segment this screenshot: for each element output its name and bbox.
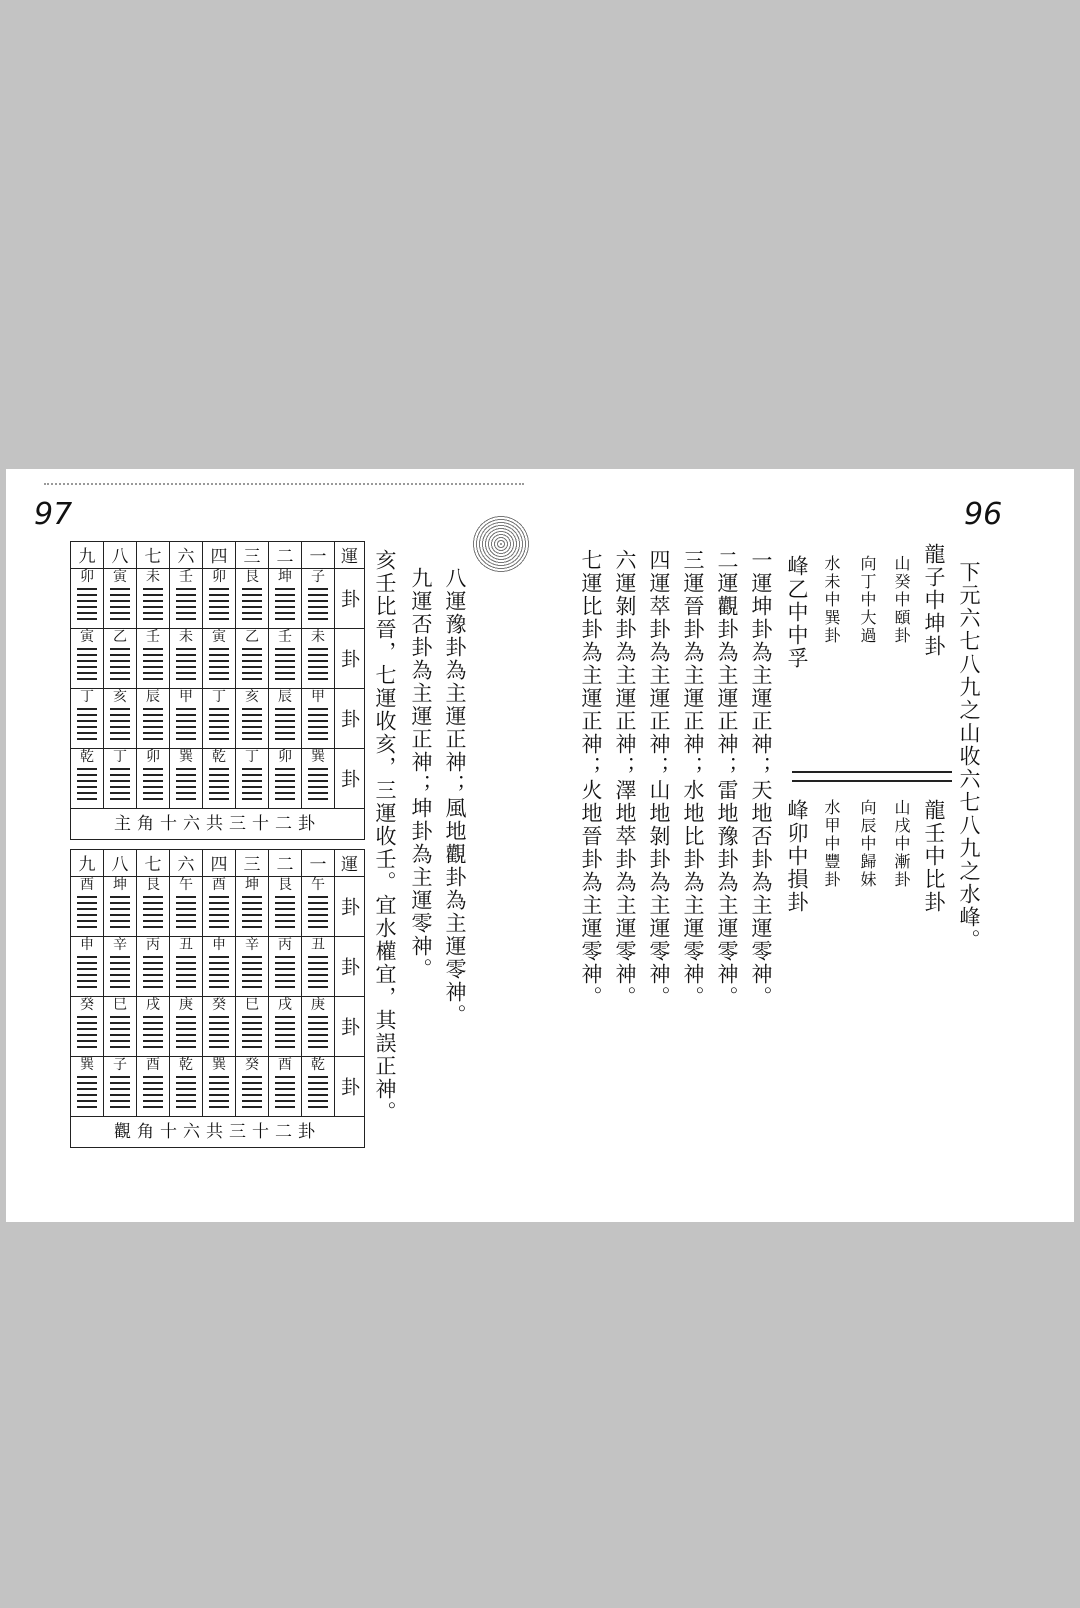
table-footer: 主角十六共三十二卦 (71, 809, 365, 840)
table-footer: 觀角十六共三十二卦 (71, 1117, 365, 1148)
hexagram-icon (110, 648, 130, 684)
table-cell: 乾 (80, 749, 94, 765)
page-number-left: 97 (34, 497, 73, 532)
main-gua-table (70, 541, 365, 840)
table-cell: 酉 (278, 1057, 292, 1073)
hexagram-icon (275, 648, 295, 684)
row-label: 卦 (335, 749, 365, 809)
table-cell: 癸 (212, 997, 226, 1013)
seal-stamp (472, 515, 530, 573)
right-col-yun-1: 一運坤卦為主運正神；天地否卦為主運零神。 (749, 549, 773, 1009)
hexagram-icon (176, 768, 196, 804)
hexagram-icon (242, 588, 262, 624)
right-col-peak-2: 峰卯中損卦 (785, 799, 809, 914)
hexagram-icon (242, 708, 262, 744)
table-cell: 卯 (278, 749, 292, 765)
right-col-title: 下元六七八九之山收六七八九之水峰。 (957, 561, 981, 952)
table-cell: 巳 (113, 997, 127, 1013)
table-cell: 坤 (278, 569, 292, 585)
table-cell: 巽 (80, 1057, 94, 1073)
table-cell: 丙 (146, 937, 160, 953)
right-col-mountain-2: 山戌中漸卦 (892, 799, 911, 889)
table-cell: 酉 (212, 877, 226, 893)
table-cell: 辰 (146, 689, 160, 705)
table-cell: 巽 (179, 749, 193, 765)
hexagram-icon (275, 588, 295, 624)
hexagram-icon (209, 768, 229, 804)
col-header: 一 (302, 850, 335, 877)
table-cell: 丁 (245, 749, 259, 765)
right-col-water-2: 水甲中豐卦 (822, 799, 841, 889)
col-header: 四 (203, 542, 236, 569)
right-col-water-1: 水未中巽卦 (822, 555, 841, 645)
table-cell: 乙 (245, 629, 259, 645)
table-cell: 艮 (278, 877, 292, 893)
right-col-facing-2: 向辰中歸妹 (858, 799, 877, 889)
table-cell: 寅 (80, 629, 94, 645)
col-header: 七 (137, 542, 170, 569)
table-cell: 庚 (179, 997, 193, 1013)
hexagram-icon (77, 956, 97, 992)
table-cell: 辛 (113, 937, 127, 953)
table-cell: 庚 (311, 997, 325, 1013)
col-header: 九 (71, 542, 104, 569)
row-label: 卦 (335, 569, 365, 629)
table-cell: 未 (179, 629, 193, 645)
row-label: 卦 (335, 877, 365, 937)
row-label: 卦 (335, 629, 365, 689)
hexagram-icon (308, 1016, 328, 1052)
section-divider (792, 771, 952, 782)
table-cell: 寅 (212, 629, 226, 645)
table-cell: 丁 (80, 689, 94, 705)
hexagram-icon (77, 896, 97, 932)
table-cell: 亥 (245, 689, 259, 705)
hexagram-icon (110, 1016, 130, 1052)
col-header: 六 (170, 850, 203, 877)
hexagram-icon (176, 1016, 196, 1052)
table-cell: 乾 (311, 1057, 325, 1073)
hexagram-icon (77, 1016, 97, 1052)
book-spread (6, 469, 1074, 1222)
hexagram-icon (209, 956, 229, 992)
table-cell: 壬 (278, 629, 292, 645)
left-col-note: 亥壬比晉，七運收亥，三運收壬。宜水權宜，其誤正神。 (373, 549, 397, 1124)
col-header: 七 (137, 850, 170, 877)
hexagram-icon (110, 708, 130, 744)
table-cell: 艮 (245, 569, 259, 585)
hexagram-icon (242, 1016, 262, 1052)
hexagram-icon (308, 648, 328, 684)
hexagram-icon (275, 956, 295, 992)
hexagram-icon (242, 956, 262, 992)
col-header: 九 (71, 850, 104, 877)
right-col-facing-1: 向丁中大過 (858, 555, 877, 645)
right-col-yun-7: 七運比卦為主運正神；火地晉卦為主運零神。 (579, 549, 603, 1009)
hexagram-icon (110, 1076, 130, 1112)
table-cell: 戌 (146, 997, 160, 1013)
table-cell: 子 (311, 569, 325, 585)
hexagram-icon (143, 588, 163, 624)
hexagram-icon (242, 896, 262, 932)
table-cell: 申 (212, 937, 226, 953)
hexagram-icon (110, 956, 130, 992)
table-cell: 卯 (146, 749, 160, 765)
hexagram-icon (176, 588, 196, 624)
page-number-right: 96 (964, 497, 1003, 532)
hexagram-icon (308, 768, 328, 804)
hexagram-icon (143, 1076, 163, 1112)
left-col-yun-9: 九運否卦為主運正神；坤卦為主運零神。 (409, 567, 433, 981)
hexagram-icon (176, 896, 196, 932)
hexagram-icon (308, 1076, 328, 1112)
hexagram-icon (176, 708, 196, 744)
hexagram-icon (176, 648, 196, 684)
row-label: 卦 (335, 937, 365, 997)
table-cell: 辛 (245, 937, 259, 953)
table-cell: 坤 (245, 877, 259, 893)
hexagram-icon (308, 956, 328, 992)
col-header: 四 (203, 850, 236, 877)
table-cell: 辰 (278, 689, 292, 705)
col-header: 六 (170, 542, 203, 569)
table-cell: 甲 (311, 689, 325, 705)
hexagram-icon (110, 896, 130, 932)
hexagram-icon (209, 588, 229, 624)
table-cell: 卯 (212, 569, 226, 585)
hexagram-icon (308, 896, 328, 932)
table-cell: 壬 (146, 629, 160, 645)
hexagram-icon (110, 588, 130, 624)
hexagram-icon (275, 896, 295, 932)
table-cell: 申 (80, 937, 94, 953)
table-cell: 乾 (179, 1057, 193, 1073)
hexagram-icon (242, 648, 262, 684)
table-cell: 寅 (113, 569, 127, 585)
hexagram-icon (242, 1076, 262, 1112)
right-col-yun-2: 二運觀卦為主運正神；雷地豫卦為主運零神。 (715, 549, 739, 1009)
table-cell: 午 (179, 877, 193, 893)
table-cell: 艮 (146, 877, 160, 893)
table-cell: 癸 (80, 997, 94, 1013)
hexagram-icon (242, 768, 262, 804)
hexagram-icon (209, 648, 229, 684)
table-cell: 癸 (245, 1057, 259, 1073)
row-label: 卦 (335, 689, 365, 749)
table-cell: 丁 (113, 749, 127, 765)
table-cell: 未 (311, 629, 325, 645)
table-cell: 亥 (113, 689, 127, 705)
right-col-dragon-2: 龍壬中比卦 (922, 799, 946, 914)
hexagram-icon (275, 708, 295, 744)
table-cell: 酉 (146, 1057, 160, 1073)
row-label: 卦 (335, 997, 365, 1057)
hexagram-icon (176, 1076, 196, 1112)
hexagram-icon (209, 896, 229, 932)
col-header: 一 (302, 542, 335, 569)
right-col-dragon-1: 龍子中坤卦 (922, 543, 946, 658)
hexagram-icon (209, 1016, 229, 1052)
col-header: 二 (269, 850, 302, 877)
table-cell: 乾 (212, 749, 226, 765)
guan-gua-table (70, 849, 365, 1148)
hexagram-icon (275, 768, 295, 804)
table-cell: 丑 (179, 937, 193, 953)
col-header: 八 (104, 850, 137, 877)
hexagram-icon (77, 768, 97, 804)
row-header-label: 運 (335, 850, 365, 877)
hexagram-icon (209, 708, 229, 744)
hexagram-icon (143, 648, 163, 684)
hexagram-icon (77, 708, 97, 744)
table-cell: 巳 (245, 997, 259, 1013)
right-col-yun-4: 四運萃卦為主運正神；山地剝卦為主運零神。 (647, 549, 671, 1009)
hexagram-icon (308, 588, 328, 624)
hexagram-icon (143, 956, 163, 992)
col-header: 八 (104, 542, 137, 569)
table-cell: 子 (113, 1057, 127, 1073)
right-col-peak-1: 峰乙中中孚 (785, 555, 809, 670)
col-header: 三 (236, 850, 269, 877)
table-cell: 丁 (212, 689, 226, 705)
table-cell: 巽 (311, 749, 325, 765)
hexagram-icon (77, 648, 97, 684)
col-header: 二 (269, 542, 302, 569)
hexagram-icon (143, 896, 163, 932)
hexagram-icon (275, 1016, 295, 1052)
hexagram-icon (209, 1076, 229, 1112)
hexagram-icon (77, 588, 97, 624)
hexagram-icon (176, 956, 196, 992)
row-label: 卦 (335, 1057, 365, 1117)
row-header-label: 運 (335, 542, 365, 569)
left-col-yun-8: 八運豫卦為主運正神；風地觀卦為主運零神。 (443, 567, 467, 1027)
table-cell: 丙 (278, 937, 292, 953)
hexagram-icon (110, 768, 130, 804)
table-cell: 巽 (212, 1057, 226, 1073)
hexagram-icon (275, 1076, 295, 1112)
table-cell: 壬 (179, 569, 193, 585)
col-header: 三 (236, 542, 269, 569)
hexagram-icon (143, 1016, 163, 1052)
table-cell: 丑 (311, 937, 325, 953)
right-col-yun-3: 三運晉卦為主運正神；水地比卦為主運零神。 (681, 549, 705, 1009)
table-cell: 未 (146, 569, 160, 585)
hexagram-icon (143, 768, 163, 804)
hexagram-icon (308, 708, 328, 744)
right-col-yun-6: 六運剝卦為主運正神；澤地萃卦為主運零神。 (613, 549, 637, 1009)
page-edge-marks (44, 483, 524, 491)
table-cell: 卯 (80, 569, 94, 585)
table-cell: 甲 (179, 689, 193, 705)
table-cell: 乙 (113, 629, 127, 645)
table-cell: 坤 (113, 877, 127, 893)
table-cell: 酉 (80, 877, 94, 893)
table-cell: 戌 (278, 997, 292, 1013)
hexagram-icon (143, 708, 163, 744)
right-col-mountain-1: 山癸中頤卦 (892, 555, 911, 645)
hexagram-icon (77, 1076, 97, 1112)
table-cell: 午 (311, 877, 325, 893)
